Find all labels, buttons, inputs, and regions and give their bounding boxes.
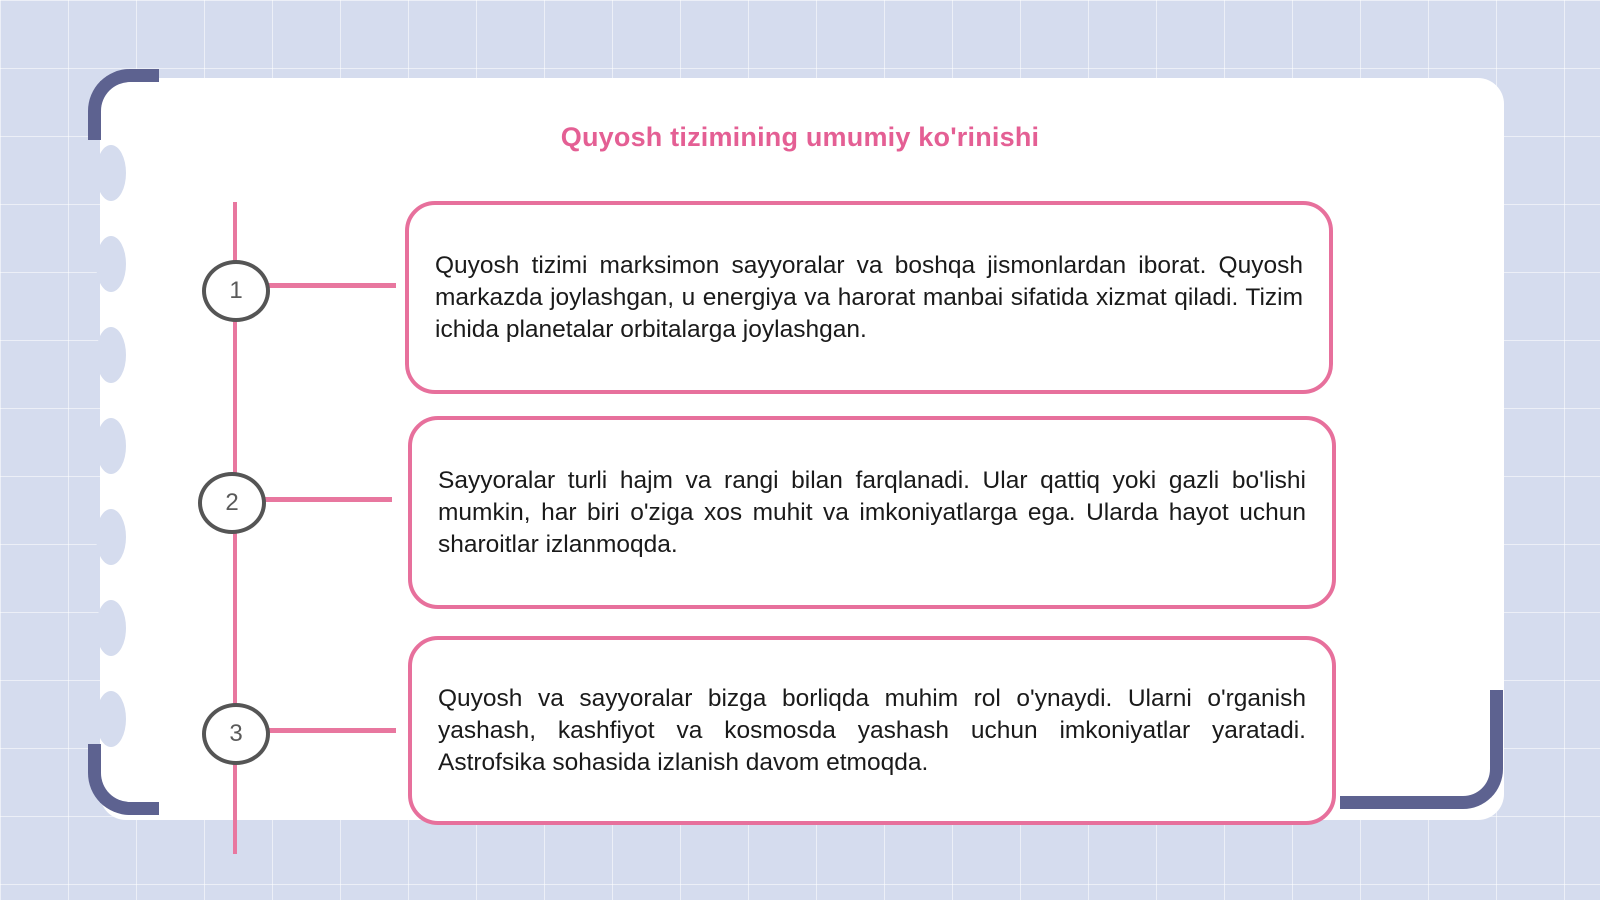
card-edge-notch xyxy=(96,509,126,565)
timeline-item-box xyxy=(405,201,1333,394)
timeline-item-text: Sayyoralar turli hajm va rangi bilan farqlanadi. Ular qattiq yoki gazli bo'lishi mumkin, har biri o'ziga xos muhit va imkoniyatlarga ega. Ularda hayot uchun sharoitlar izlanmoqda. xyxy=(438,466,1306,558)
card-edge-notch xyxy=(96,691,126,747)
slide-title: Quyosh tizimining umumiy ko'rinishi xyxy=(560,122,1040,152)
timeline-connector xyxy=(260,497,392,502)
timeline-connector xyxy=(264,283,396,288)
card-edge-notch xyxy=(96,600,126,656)
card-edge-notch xyxy=(96,418,126,474)
card-edge-notch xyxy=(96,145,126,201)
card-edge-notch xyxy=(96,327,126,383)
timeline-item-text: Quyosh va sayyoralar bizga borliqda muhim rol o'ynaydi. Ularni o'rganish yashash, kashfiyot va kosmosda yashash uchun imkoniyatlar yaratadi. Astrofsika sohasida izlanish davom etmoqda. xyxy=(438,684,1306,776)
timeline-item-box xyxy=(408,636,1336,825)
timeline-node-1: 1 xyxy=(202,260,270,322)
card-edge-notch xyxy=(96,236,126,292)
timeline-node-3: 3 xyxy=(202,703,270,765)
timeline-connector xyxy=(264,728,396,733)
timeline-item-text: Quyosh tizimi marksimon sayyoralar va boshqa jismonlardan iborat. Quyosh markazda joylashgan, u energiya va harorat manbai sifatida xizmat qiladi. Tizim ichida planetalar orbitalarga joylashgan. xyxy=(435,251,1303,343)
corner-bracket-bottom-right xyxy=(1340,690,1503,809)
corner-bracket-bottom-left xyxy=(88,744,159,815)
timeline-item-box xyxy=(408,416,1336,609)
timeline-node-2: 2 xyxy=(198,472,266,534)
